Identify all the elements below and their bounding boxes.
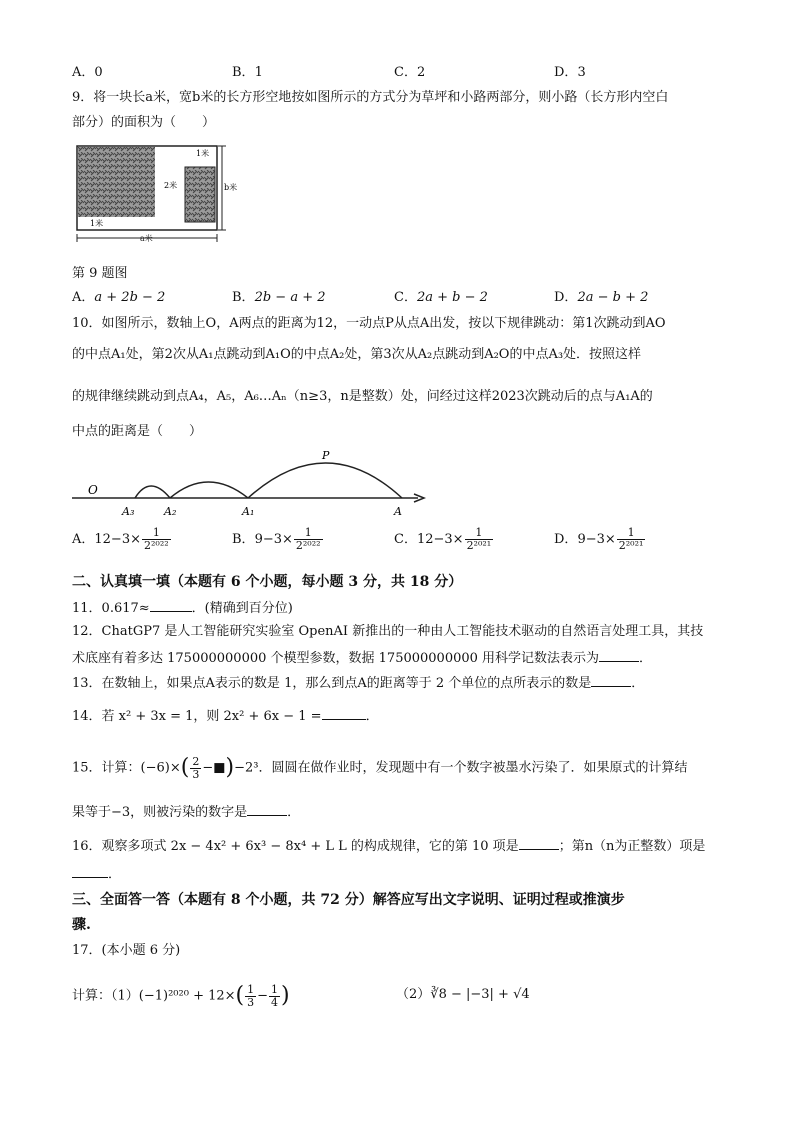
q9-stem-line1: 9．将一块长a米，宽b米的长方形空地按如图所示的方式分为草坪和小路两部分，则小路（长方形内空白 — [72, 90, 669, 105]
q8-option-c: C．2 — [394, 65, 426, 80]
q10-stem-line4: 中点的距离是（ ） — [72, 424, 203, 439]
label-a2: A₂ — [164, 505, 177, 518]
label-a3: A₃ — [122, 505, 135, 518]
q16-answer-blank-1 — [519, 837, 559, 850]
q12-line2: 术底座有着多达 175000000000 个模型参数，数据 175000000000 用科学记数法表示为 ． — [72, 651, 653, 666]
q13: 13．在数轴上，如果点A表示的数是 1，那么到点A的距离等于 2 个单位的点所表示的数是 ． — [72, 676, 645, 691]
label-1m: 1米 — [90, 219, 104, 228]
q8-option-a: A．0 — [72, 65, 103, 80]
jump-arc-2 — [170, 482, 248, 498]
q11-answer-blank — [150, 599, 192, 612]
jump-arc-3 — [135, 486, 170, 498]
section-3-title-line2: 骤. — [72, 917, 91, 933]
lawn-left — [78, 147, 155, 217]
q9-option-b: B．2b − a + 2 — [232, 290, 326, 305]
q15-line1: 15．计算：(−6)×( $\frac{2}{3}$ −■)−2³．圆圆在做作业时，发现题中有一个数字被墨水污染了．如果原式的计算结 — [72, 754, 688, 781]
q9-option-d: D．2a − b + 2 — [554, 290, 649, 305]
label-1m-top: 1米 — [196, 149, 210, 158]
q10-option-a: A．12−3× $\frac{1}{\text{2²⁰²²}}$ — [72, 526, 169, 553]
q10-number-line — [68, 446, 438, 522]
q12-line1: 12．ChatGP7 是人工智能研究实验室 OpenAI 新推出的一种由人工智能技术驱动的自然语言处理工具，其技 — [72, 624, 704, 639]
q9-figure-caption: 第 9 题图 — [72, 266, 128, 281]
q10-stem-line2: 的中点A₁处，第2次从A₁点跳动到A₁O的中点A₂处，第3次从A₂点跳动到A₂O的中点A₃处．按照这样 — [72, 347, 642, 362]
q16-line1: 16．观察多项式 2x − 4x² + 6x³ − 8x⁴ + L L 的构成规律，它的第 10 项是 ；第n（n为正整数）项是 — [72, 839, 706, 854]
q10-stem-line3: 的规律继续跳动到点A₄，A₅，A₆…Aₙ（n≥3，n是整数）处，问经过这样2023次跳动后的点与A₁A的 — [72, 389, 653, 404]
q10-stem-line1: 10．如图所示，数轴上O，A两点的距离为12，一动点P从点A出发，按以下规律跳动：第1次跳动到AO — [72, 316, 666, 331]
label-a: A — [394, 505, 402, 518]
q14: 14．若 x² + 3x = 1，则 2x² + 6x − 1 = ． — [72, 709, 379, 724]
q10-option-b: B．9−3× $\frac{1}{\text{2²⁰²²}}$ — [232, 526, 321, 553]
section-3-title-line1: 三、全面答一答（本题有 8 个小题，共 72 分）解答应写出文字说明、证明过程或推演步 — [72, 892, 625, 908]
label-p: P — [322, 449, 330, 462]
q15-answer-blank — [247, 803, 287, 816]
q17-part2: （2）∛8 − |−3| + √4 — [396, 987, 530, 1002]
q10-option-d: D．9−3× $\frac{1}{\text{2²⁰²¹}}$ — [554, 526, 644, 553]
label-a1: A₁ — [242, 505, 255, 518]
label-a-m: a米 — [140, 234, 153, 243]
q17-title: 17．(本小题 6 分) — [72, 943, 181, 958]
q10-option-c: C．12−3× $\frac{1}{\text{2²⁰²¹}}$ — [394, 526, 492, 553]
q17-part1: 计算：（1）(−1)²⁰²⁰ + 12×( $\frac{1}{3}$ − $\frac{1}{4}$ ) — [72, 982, 290, 1009]
label-b-m: b米 — [224, 183, 238, 192]
label-o: O — [88, 483, 98, 497]
label-2m: 2米 — [164, 181, 178, 190]
q9-option-c: C．2a + b − 2 — [394, 290, 488, 305]
q16-answer-blank-2 — [72, 865, 108, 878]
q9-option-a: A．a + 2b − 2 — [72, 290, 166, 305]
q8-option-b: B．1 — [232, 65, 263, 80]
q13-answer-blank — [591, 674, 631, 687]
q11: 11．0.617≈ ．(精确到百分位) — [72, 601, 293, 616]
q14-answer-blank — [322, 707, 366, 720]
q16-line2: ． — [72, 865, 121, 883]
q9-stem-line2: 部分）的面积为（ ） — [72, 115, 216, 130]
q9-figure — [72, 140, 242, 250]
section-2-title: 二、认真填一填（本题有 6 个小题，每小题 3 分，共 18 分） — [72, 574, 463, 590]
jump-arc-1 — [248, 463, 402, 498]
q8-option-d: D．3 — [554, 65, 586, 80]
q12-answer-blank — [599, 649, 639, 662]
q15-line2: 果等于−3，则被污染的数字是 ． — [72, 805, 301, 820]
lawn-right — [185, 167, 215, 222]
